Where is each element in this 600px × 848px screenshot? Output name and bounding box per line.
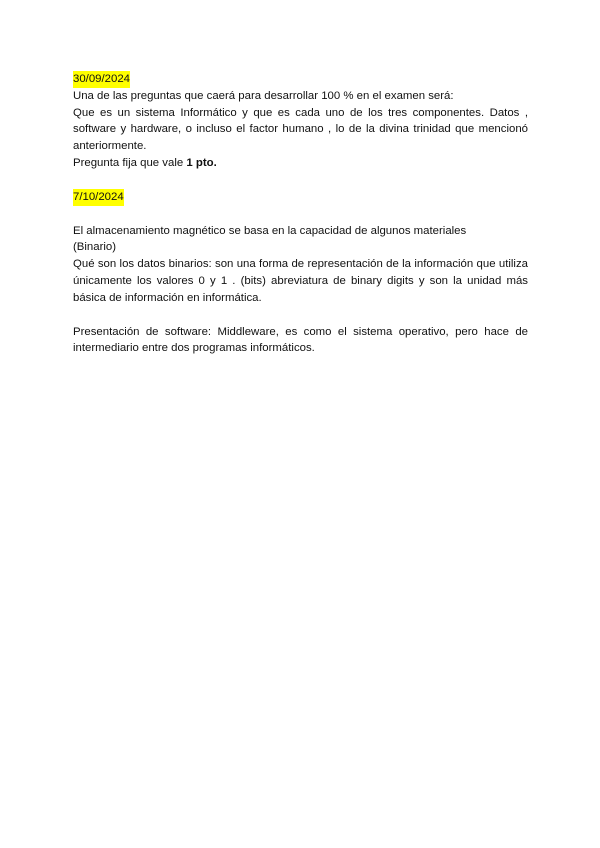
spacer [73, 206, 528, 223]
entry-2-middleware-paragraph: Presentación de software: Middleware, es como el sistema operativo, pero hace de intermediario entre dos programas informáticos. [73, 325, 528, 355]
entry-1-date: 30/09/2024 [73, 71, 130, 88]
entry-1-paragraph: Que es un sistema Informático y que es cada uno de los tres componentes. Datos , software y hardware, o incluso el factor humano , lo de la divina trinidad que mencionó anteriormente. [73, 106, 528, 153]
spacer [73, 172, 528, 189]
entry-1-intro: Una de las preguntas que caerá para desarrollar 100 % en el examen será: [73, 89, 454, 102]
fixed-question-points: 1 pto. [186, 156, 217, 169]
fixed-question-text: Pregunta fija que vale [73, 156, 187, 169]
entry-2-binary-note: (Binario) [73, 241, 117, 254]
entry-1-date-line [73, 71, 528, 88]
document-content [73, 71, 528, 357]
entry-2-binary-paragraph: Qué son los datos binarios: son una forma de representación de la información que utiliza únicamente los valores 0 y 1 . (bits) abreviatura de binary digits y son la unidad más básica de información en informática. [73, 258, 528, 304]
entry-2-date: 7/10/2024 [73, 189, 124, 206]
entry-2-date-line [73, 189, 528, 206]
entry-1-fixed-question [73, 155, 528, 172]
spacer [73, 307, 528, 324]
entry-2-intro: El almacenamiento magnético se basa en la capacidad de algunos materiales [73, 224, 467, 237]
